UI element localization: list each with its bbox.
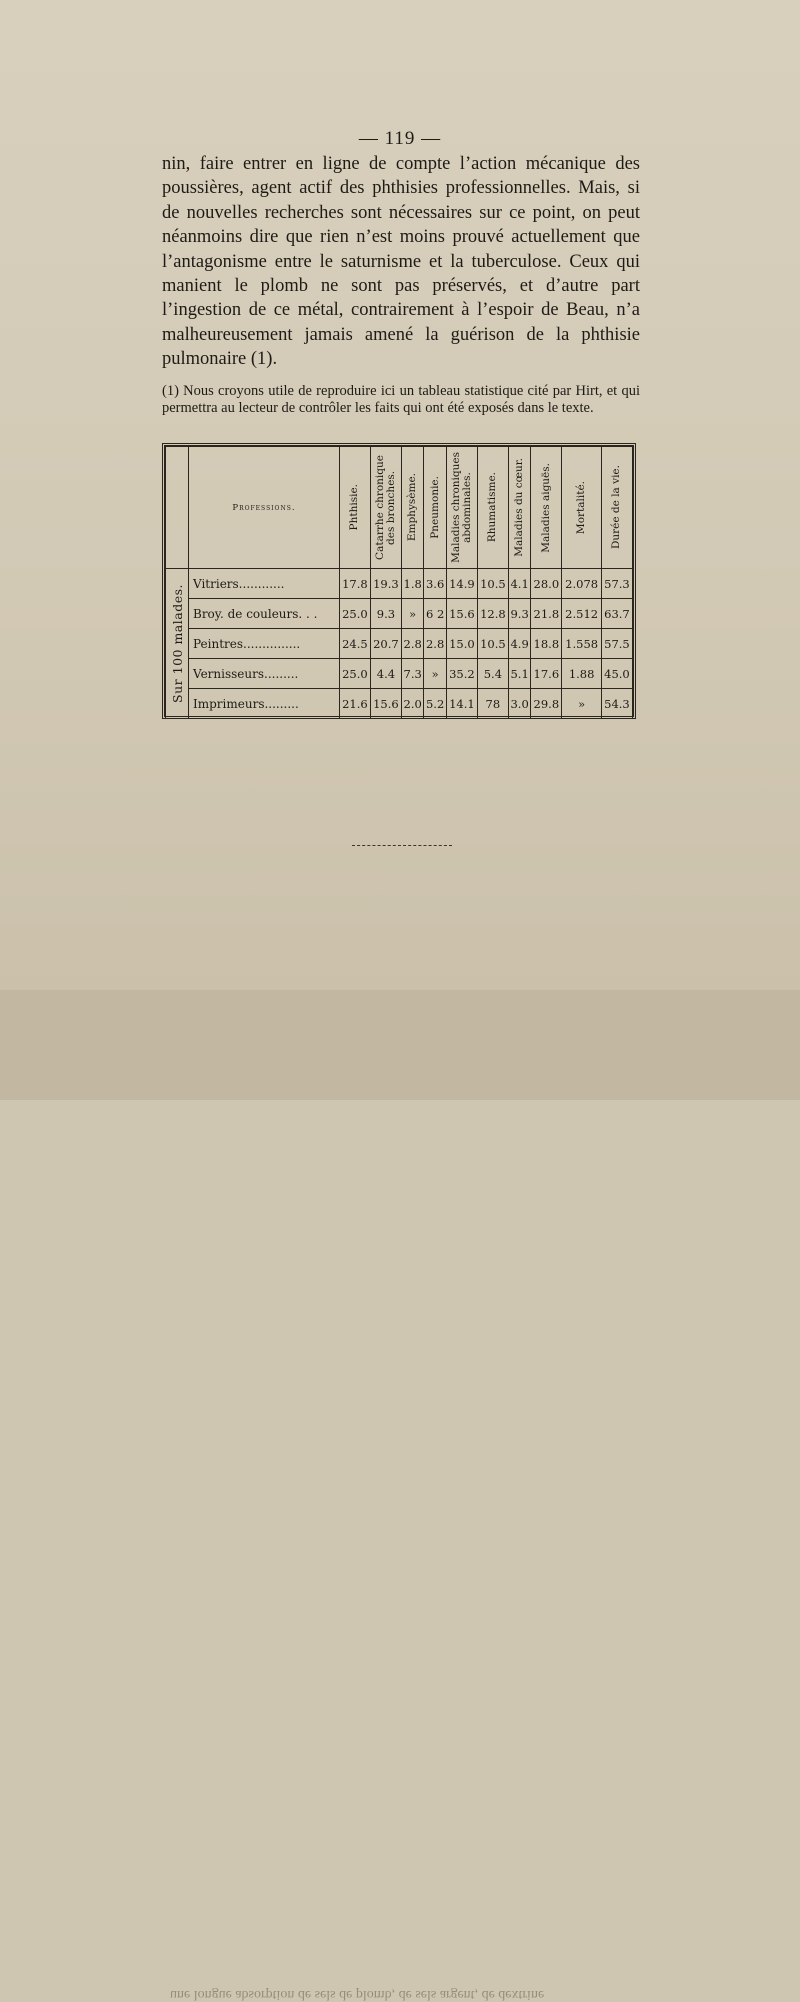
value-cell: 17.6 [531,659,562,689]
body-paragraph: nin, faire entrer en ligne de compte l’action mécanique des poussières, agent actif des phthisies professionnelles. Mais, si de nouvelles recherches sont nécessaires sur ce point, on peut néanmoins dire que rien n’est moins prouvé actuellement que l’antagonisme entre le saturnisme et la tuberculose. Ceux qui manient le plomb ne sont pas préservés, et d’autre part l’ingestion de ce métal, contrairement à l’espoir de Beau, n’a malheureusement jamais amené la guérison de la phthisie pulmonaire (1). [162,154,640,370]
value-cell: 29.8 [531,689,562,719]
value-cell: 4.1 [508,569,530,599]
value-cell: » [562,689,602,719]
value-cell: 21.8 [531,599,562,629]
value-cell: » [424,659,446,689]
value-cell: 15.6 [370,689,401,719]
column-header-label: Mortalité. [575,480,588,535]
value-cell: 4.4 [370,659,401,689]
value-cell: 14.1 [446,689,477,719]
statistics-table-frame [162,443,636,719]
profession-cell: Peintres............... [189,629,340,659]
column-header-label: Pneumonie. [428,476,441,539]
footnote-block [162,383,640,417]
column-header-label: Maladies aiguës. [539,462,552,553]
value-cell: 15.0 [446,629,477,659]
value-cell: 9.3 [508,599,530,629]
profession-column-header [189,447,340,569]
column-header [601,447,632,569]
value-cell: 2.512 [562,599,602,629]
column-header-label: Maladies du cœur. [513,458,526,557]
underlying-page-strip [0,990,800,2002]
section-ornament [352,845,452,848]
column-header-label: Catarrhe chronique des bronches. [373,455,397,560]
profession-header-label: Professions. [232,502,296,513]
value-cell: 25.0 [339,659,370,689]
value-cell: 6 2 [424,599,446,629]
side-label-cell [166,569,189,719]
value-cell: 10.5 [477,629,508,659]
page-number: — 119 — [358,128,442,149]
statistics-table [165,446,633,719]
value-cell: 2.8 [401,629,423,659]
value-cell: 20.7 [370,629,401,659]
table-row [166,599,633,629]
table-row [166,569,633,599]
table-row [166,659,633,689]
table-row [166,629,633,659]
value-cell: 1.558 [562,629,602,659]
value-cell: 5.1 [508,659,530,689]
value-cell: 1.88 [562,659,602,689]
value-cell: 35.2 [446,659,477,689]
profession-cell: Imprimeurs......... [189,689,340,719]
value-cell: 1.8 [401,569,423,599]
value-cell: 28.0 [531,569,562,599]
column-header [562,447,602,569]
value-cell: 14.9 [446,569,477,599]
value-cell: 5.2 [424,689,446,719]
bleed-through-text: une longue absorption de sels de plomb, de sels argent, de dextrine [170,1987,545,2002]
value-cell: 57.3 [601,569,632,599]
value-cell: » [401,599,423,629]
value-cell: 2.0 [401,689,423,719]
page-sheet [0,0,800,990]
value-cell: 12.8 [477,599,508,629]
value-cell: 3.6 [424,569,446,599]
column-header-label: Maladies chroniques abdominales. [449,452,473,563]
value-cell: 5.4 [477,659,508,689]
value-cell: 2.8 [424,629,446,659]
side-label-text: Sur 100 malades. [169,584,185,703]
footnote-text: (1) Nous croyons utile de reproduire ici un tableau statistique cité par Hirt, et qui permettra au lecteur de contrôler les faits qui ont été exposés dans le texte. [162,383,640,416]
value-cell: 21.6 [339,689,370,719]
value-cell: 45.0 [601,659,632,689]
profession-cell: Broy. de couleurs. . . [189,599,340,629]
value-cell: 18.8 [531,629,562,659]
column-header [477,447,508,569]
side-label-header-cell [166,447,189,569]
value-cell: 10.5 [477,569,508,599]
column-header [424,447,446,569]
value-cell: 63.7 [601,599,632,629]
value-cell: 19.3 [370,569,401,599]
column-header [401,447,423,569]
value-cell: 54.3 [601,689,632,719]
column-header-label: Phthisie. [348,484,361,531]
column-header-label: Rhumatisme. [486,472,499,543]
column-header-label: Durée de la vie. [610,465,623,550]
value-cell: 3.0 [508,689,530,719]
value-cell: 25.0 [339,599,370,629]
profession-cell: Vitriers............ [189,569,340,599]
column-header-label: Emphysème. [406,473,419,542]
profession-cell: Vernisseurs......... [189,659,340,689]
body-paragraph-block [162,152,640,372]
column-header [531,447,562,569]
value-cell: 2.078 [562,569,602,599]
value-cell: 78 [477,689,508,719]
value-cell: 17.8 [339,569,370,599]
value-cell: 4.9 [508,629,530,659]
column-header [508,447,530,569]
table-header-row [166,447,633,569]
table-row [166,689,633,719]
value-cell: 7.3 [401,659,423,689]
column-header [446,447,477,569]
column-header [370,447,401,569]
value-cell: 24.5 [339,629,370,659]
value-cell: 9.3 [370,599,401,629]
column-header [339,447,370,569]
value-cell: 15.6 [446,599,477,629]
value-cell: 57.5 [601,629,632,659]
